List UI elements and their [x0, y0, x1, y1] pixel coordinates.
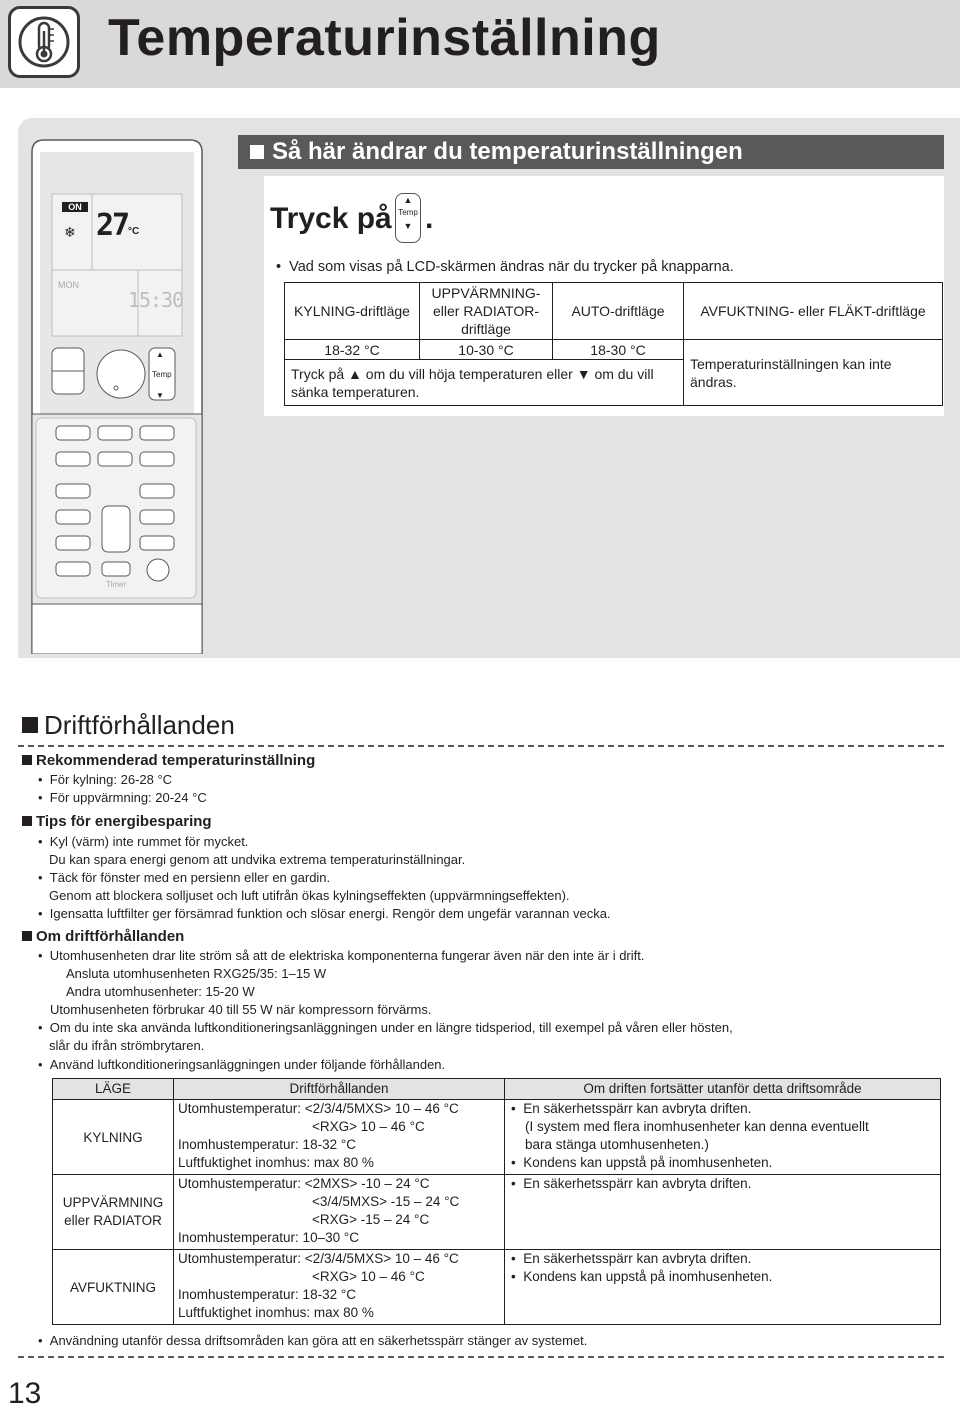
cooling-range: 18-32 °C [285, 340, 420, 360]
up-triangle-icon: ▲ [348, 365, 362, 382]
table-row [53, 1175, 941, 1250]
snowflake-icon: ❄ [64, 224, 76, 240]
footnote: • Användning utanför dessa driftsområden kan göra att en säkerhetsspärr stänger av systemet. [38, 1333, 588, 1348]
press-instruction-period: . [425, 202, 434, 235]
table-header-conditions: Driftförhållanden [174, 1079, 505, 1100]
remote-temp-unit: °C [128, 226, 140, 237]
svg-text:▼: ▼ [156, 391, 164, 400]
about-line: • Om du inte ska använda luftkonditioneringsanläggningen under en längre tidsperiod, till exempel på våren eller hösten, [38, 1020, 733, 1035]
table-row [53, 1250, 941, 1325]
svg-text:▲: ▲ [156, 350, 164, 359]
remote-day: MON [58, 280, 79, 290]
mode-dry-fan-header: AVFUKTNING- eller FLÄKT-driftläge [684, 283, 943, 340]
table-row [53, 1100, 941, 1175]
row-mode: UPPVÄRMNING eller RADIATOR [53, 1175, 174, 1250]
press-instruction: Tryck på [270, 202, 392, 235]
row-outside: • En säkerhetsspärr kan avbryta driften. [505, 1175, 941, 1250]
remote-clock: 15:30 [128, 288, 184, 312]
mode-auto-header: AUTO-driftläge [553, 283, 684, 340]
page-number: 13 [8, 1377, 42, 1410]
remote-temp-button-label: Temp [152, 370, 172, 379]
section-title-change-temperature: Så här ändrar du temperaturinställningen [238, 135, 944, 169]
recommended-item: • För kylning: 26-28 °C [38, 772, 173, 787]
dry-fan-note: Temperaturinställningen kan inte ändras. [684, 340, 943, 406]
mode-heating-header: UPPVÄRMNING- eller RADIATOR- driftläge [420, 283, 553, 340]
tips-heading: Tips för energibesparing [22, 813, 212, 830]
lcd-bullet: • Vad som visas på LCD-skärmen ändras när du trycker på knapparna. [276, 259, 734, 275]
remote-temp-display: 27 [96, 208, 129, 243]
about-heading: Om driftförhållanden [22, 928, 184, 945]
tips-line: Genom att blockera solljuset och luft utifrån ökas kylningseffekten (uppvärmningseffekten). [49, 888, 570, 903]
recommended-item: • För uppvärmning: 20-24 °C [38, 790, 207, 805]
about-line: Andra utomhusenheter: 15-20 W [66, 984, 255, 999]
remote-timer-label: Timer [106, 580, 127, 589]
about-line: • Utomhusenheten drar lite ström så att de elektriska komponenterna fungerar även när den inte är i drift. [38, 948, 645, 963]
dashed-divider [18, 745, 944, 747]
tips-line: Du kan spara energi genom att undvika extrema temperaturinställningar. [49, 852, 466, 867]
down-triangle-icon: ▼ [576, 365, 591, 382]
about-line: Ansluta utomhusenheten RXG25/35: 1–15 W [66, 966, 327, 981]
remote-on-badge: ON [68, 202, 82, 212]
recommended-heading: Rekommenderad temperaturinställning [22, 752, 315, 769]
section-title-operating-conditions: Driftförhållanden [22, 710, 235, 741]
row-mode: AVFUKTNING [53, 1250, 174, 1325]
tips-line: • Igensatta luftfilter ger försämrad funktion och slösar energi. Rengör dem ungefär varannan vecka. [38, 906, 611, 921]
about-line: • Använd luftkonditioneringsanläggningen under följande förhållanden. [38, 1057, 446, 1072]
dashed-divider [18, 1356, 944, 1358]
row-outside: • En säkerhetsspärr kan avbryta driften. (I system med flera inomhusenheter kan denna eventuellt bara stänga utomhusenheten.) • Kondens kan uppstå på inomhusenheten. [505, 1100, 941, 1175]
row-conditions: Utomhustemperatur: <2/3/4/5MXS> 10 – 46 °C <RXG> 10 – 46 °C Inomhustemperatur: 18-32 °C Luftfuktighet inomhus: max 80 % [174, 1100, 505, 1175]
thermometer-icon [8, 6, 80, 78]
temp-button-icon: ▲ Temp ▼ [395, 193, 421, 243]
page-title: Temperaturinställning [108, 9, 661, 67]
tips-line: • Kyl (värm) inte rummet för mycket. [38, 834, 249, 849]
table-header-mode: LÄGE [53, 1079, 174, 1100]
about-line: Utomhusenheten förbrukar 40 till 55 W när kompressorn förvärms. [50, 1002, 432, 1017]
tips-line: • Täck för fönster med en persienn eller en gardin. [38, 870, 331, 885]
auto-range: 18-30 °C [553, 340, 684, 360]
temperature-modes-table [284, 282, 943, 406]
mode-cooling-header: KYLNING-driftläge [285, 283, 420, 340]
about-line: slår du ifrån strömbrytaren. [49, 1038, 205, 1053]
row-conditions: Utomhustemperatur: <2/3/4/5MXS> 10 – 46 °C <RXG> 10 – 46 °C Inomhustemperatur: 18-32 °C Luftfuktighet inomhus: max 80 % [174, 1250, 505, 1325]
row-outside: • En säkerhetsspärr kan avbryta driften. • Kondens kan uppstå på inomhusenheten. [505, 1250, 941, 1325]
operating-conditions-table [52, 1078, 941, 1325]
table-header-outside: Om driften fortsätter utanför detta driftsområde [505, 1079, 941, 1100]
row-conditions: Utomhustemperatur: <2MXS> -10 – 24 °C <3/4/5MXS> -15 – 24 °C <RXG> -15 – 24 °C Inomhustemperatur: 10–30 °C [174, 1175, 505, 1250]
row-mode: KYLNING [53, 1100, 174, 1175]
heating-range: 10-30 °C [420, 340, 553, 360]
adjust-instruction: Tryck på ▲ om du vill höja temperaturen eller ▼ om du vill sänka temperaturen. [285, 360, 684, 406]
